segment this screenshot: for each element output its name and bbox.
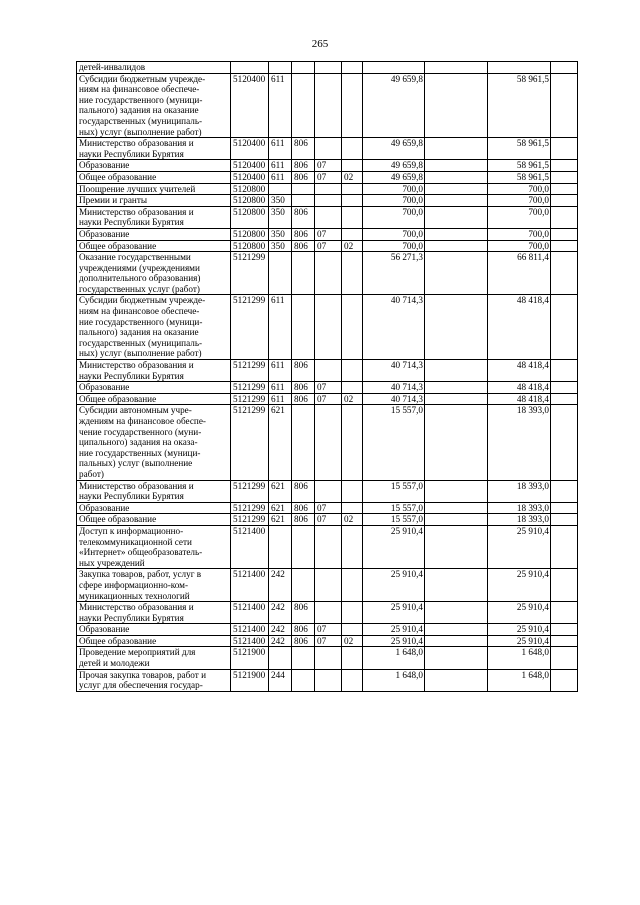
row-empty-cell (551, 183, 578, 195)
row-pr-cell (342, 669, 363, 691)
row-value-1-cell: 49 659,8 (363, 160, 425, 172)
row-code-cell: 5120400 (231, 138, 269, 160)
table-row (77, 183, 578, 195)
row-dept-cell: 806 (292, 480, 315, 502)
row-name-cell: Министерство образования и науки Республики Бурятия (77, 206, 231, 228)
row-code-cell: 5121299 (231, 360, 269, 382)
row-empty-cell (551, 635, 578, 647)
row-pr-cell: 02 (342, 393, 363, 405)
row-name-cell: Общее образование (77, 240, 231, 252)
row-code-cell: 5120800 (231, 206, 269, 228)
row-dept-cell (292, 405, 315, 480)
row-rz-cell: 07 (315, 160, 342, 172)
row-empty-cell (551, 480, 578, 502)
row-value-2-cell: 18 393,0 (488, 405, 551, 480)
row-rz-cell: 07 (315, 393, 342, 405)
row-rz-cell: 07 (315, 502, 342, 514)
row-vr-cell: 611 (269, 160, 292, 172)
row-code-cell: 5121900 (231, 647, 269, 669)
row-empty-cell (551, 514, 578, 526)
row-value-2-cell: 18 393,0 (488, 480, 551, 502)
row-rz-cell: 07 (315, 382, 342, 394)
row-dept-cell (292, 73, 315, 138)
row-vr-cell: 611 (269, 382, 292, 394)
row-value-1-cell: 49 659,8 (363, 138, 425, 160)
row-empty-cell (551, 195, 578, 207)
row-pr-cell (342, 228, 363, 240)
row-name-cell: Министерство образования и науки Республики Бурятия (77, 602, 231, 624)
row-name-cell: Закупка товаров, работ, услуг в сфере информационно-ком- муникационных технологий (77, 569, 231, 602)
row-dept-cell: 806 (292, 160, 315, 172)
table-row (77, 635, 578, 647)
row-empty-cell (425, 480, 488, 502)
row-vr-cell: 350 (269, 228, 292, 240)
row-rz-cell (315, 480, 342, 502)
row-rz-cell (315, 206, 342, 228)
row-empty-cell (551, 73, 578, 138)
row-empty-cell (551, 525, 578, 568)
row-dept-cell: 806 (292, 171, 315, 183)
row-pr-cell (342, 138, 363, 160)
row-vr-cell: 350 (269, 195, 292, 207)
row-value-1-cell (363, 62, 425, 74)
row-rz-cell: 07 (315, 228, 342, 240)
row-code-cell: 5121299 (231, 405, 269, 480)
row-value-2-cell: 25 910,4 (488, 569, 551, 602)
row-empty-cell (551, 624, 578, 636)
row-vr-cell (269, 62, 292, 74)
row-vr-cell: 242 (269, 602, 292, 624)
row-empty-cell (551, 240, 578, 252)
row-empty-cell (425, 635, 488, 647)
row-value-1-cell: 700,0 (363, 240, 425, 252)
row-value-2-cell: 700,0 (488, 228, 551, 240)
row-empty-cell (425, 252, 488, 295)
row-dept-cell: 806 (292, 382, 315, 394)
row-name-cell: Премии и гранты (77, 195, 231, 207)
row-pr-cell (342, 382, 363, 394)
table-row (77, 171, 578, 183)
row-empty-cell (551, 360, 578, 382)
row-name-cell: Субсидии бюджетным учрежде- ниям на финансовое обеспече- ние государственного (муници- пального) задания на оказание государственных (муниципаль- ных) услуг (выполнение работ) (77, 73, 231, 138)
row-empty-cell (425, 160, 488, 172)
row-value-2-cell: 25 910,4 (488, 525, 551, 568)
row-empty-cell (425, 171, 488, 183)
row-dept-cell (292, 647, 315, 669)
row-rz-cell (315, 602, 342, 624)
row-vr-cell: 242 (269, 624, 292, 636)
row-code-cell: 5120400 (231, 73, 269, 138)
row-value-1-cell: 1 648,0 (363, 669, 425, 691)
row-empty-cell (551, 138, 578, 160)
row-rz-cell (315, 569, 342, 602)
row-empty-cell (425, 195, 488, 207)
row-dept-cell: 806 (292, 228, 315, 240)
row-value-2-cell: 700,0 (488, 195, 551, 207)
table-row (77, 195, 578, 207)
row-rz-cell (315, 138, 342, 160)
row-vr-cell: 611 (269, 295, 292, 360)
row-vr-cell: 611 (269, 138, 292, 160)
row-code-cell: 5121400 (231, 525, 269, 568)
row-value-2-cell: 66 811,4 (488, 252, 551, 295)
row-value-1-cell: 40 714,3 (363, 393, 425, 405)
row-value-1-cell: 25 910,4 (363, 569, 425, 602)
row-empty-cell (551, 228, 578, 240)
table-row (77, 62, 578, 74)
row-code-cell: 5120800 (231, 240, 269, 252)
row-name-cell: Общее образование (77, 393, 231, 405)
row-rz-cell (315, 405, 342, 480)
row-value-2-cell: 58 961,5 (488, 73, 551, 138)
row-empty-cell (551, 393, 578, 405)
row-value-2-cell: 18 393,0 (488, 502, 551, 514)
row-vr-cell (269, 647, 292, 669)
row-dept-cell (292, 195, 315, 207)
table-row (77, 393, 578, 405)
row-rz-cell: 07 (315, 240, 342, 252)
row-name-cell: Образование (77, 160, 231, 172)
row-pr-cell: 02 (342, 635, 363, 647)
row-name-cell: Субсидии бюджетным учрежде- ниям на финансовое обеспече- ние государственного (муници- пального) задания на оказание государственных (муниципаль- ных) услуг (выполнение работ) (77, 295, 231, 360)
row-name-cell: Проведение мероприятий для детей и молодежи (77, 647, 231, 669)
row-code-cell: 5121299 (231, 252, 269, 295)
row-name-cell: Общее образование (77, 635, 231, 647)
row-pr-cell: 02 (342, 514, 363, 526)
row-name-cell: Прочая закупка товаров, работ и услуг для обеспечения государ- (77, 669, 231, 691)
budget-table (76, 61, 578, 692)
row-empty-cell (425, 228, 488, 240)
row-dept-cell: 806 (292, 602, 315, 624)
row-pr-cell (342, 295, 363, 360)
row-name-cell: Доступ к информационно- телекоммуникационной сети «Интернет» общеобразователь- ных учреждений (77, 525, 231, 568)
row-value-2-cell: 25 910,4 (488, 602, 551, 624)
row-code-cell: 5120400 (231, 160, 269, 172)
row-empty-cell (551, 602, 578, 624)
row-name-cell: Министерство образования и науки Республики Бурятия (77, 138, 231, 160)
row-pr-cell (342, 624, 363, 636)
row-value-2-cell: 700,0 (488, 240, 551, 252)
row-value-1-cell: 700,0 (363, 183, 425, 195)
row-value-2-cell: 700,0 (488, 183, 551, 195)
row-empty-cell (425, 502, 488, 514)
row-name-cell: Субсидии автономным учре- ждениям на финансовое обеспе- чение государственного (муни- ципального) задания на оказа- ние государственных (муници- пальных) услуг (выполнение работ) (77, 405, 231, 480)
row-empty-cell (425, 73, 488, 138)
row-pr-cell (342, 480, 363, 502)
row-empty-cell (425, 602, 488, 624)
table-row (77, 502, 578, 514)
row-empty-cell (425, 382, 488, 394)
row-value-2-cell: 1 648,0 (488, 669, 551, 691)
row-dept-cell: 806 (292, 502, 315, 514)
row-empty-cell (425, 525, 488, 568)
row-dept-cell: 806 (292, 514, 315, 526)
row-empty-cell (551, 647, 578, 669)
row-rz-cell (315, 195, 342, 207)
table-row (77, 480, 578, 502)
row-vr-cell: 621 (269, 502, 292, 514)
row-value-2-cell (488, 62, 551, 74)
row-dept-cell: 806 (292, 624, 315, 636)
row-empty-cell (551, 405, 578, 480)
row-dept-cell: 806 (292, 138, 315, 160)
row-pr-cell (342, 502, 363, 514)
table-row (77, 602, 578, 624)
table-row (77, 525, 578, 568)
table-row (77, 206, 578, 228)
row-dept-cell (292, 569, 315, 602)
row-empty-cell (551, 569, 578, 602)
row-empty-cell (551, 171, 578, 183)
row-code-cell (231, 62, 269, 74)
row-rz-cell (315, 647, 342, 669)
table-row (77, 647, 578, 669)
row-pr-cell (342, 62, 363, 74)
row-name-cell: Общее образование (77, 514, 231, 526)
row-empty-cell (551, 160, 578, 172)
row-dept-cell: 806 (292, 206, 315, 228)
row-value-2-cell: 48 418,4 (488, 382, 551, 394)
row-pr-cell (342, 647, 363, 669)
row-value-2-cell: 58 961,5 (488, 138, 551, 160)
row-rz-cell: 07 (315, 171, 342, 183)
row-value-1-cell: 49 659,8 (363, 73, 425, 138)
table-row (77, 160, 578, 172)
row-code-cell: 5121400 (231, 602, 269, 624)
row-rz-cell: 07 (315, 635, 342, 647)
row-code-cell: 5121400 (231, 569, 269, 602)
row-name-cell: Образование (77, 624, 231, 636)
row-empty-cell (425, 514, 488, 526)
row-vr-cell: 242 (269, 569, 292, 602)
row-name-cell: Образование (77, 228, 231, 240)
row-name-cell: Оказание государственными учреждениями (учреждениями дополнительного образования) государственных услуг (работ) (77, 252, 231, 295)
row-dept-cell (292, 183, 315, 195)
row-value-1-cell: 25 910,4 (363, 602, 425, 624)
row-name-cell: детей-инвалидов (77, 62, 231, 74)
row-code-cell: 5121299 (231, 502, 269, 514)
row-vr-cell: 611 (269, 171, 292, 183)
row-vr-cell: 621 (269, 405, 292, 480)
row-vr-cell: 242 (269, 635, 292, 647)
row-pr-cell (342, 73, 363, 138)
row-pr-cell (342, 183, 363, 195)
row-value-2-cell: 48 418,4 (488, 360, 551, 382)
row-pr-cell (342, 360, 363, 382)
row-value-2-cell: 18 393,0 (488, 514, 551, 526)
row-value-1-cell: 25 910,4 (363, 525, 425, 568)
row-rz-cell (315, 62, 342, 74)
row-name-cell: Общее образование (77, 171, 231, 183)
table-row (77, 295, 578, 360)
row-code-cell: 5120800 (231, 183, 269, 195)
row-empty-cell (425, 569, 488, 602)
row-value-1-cell: 15 557,0 (363, 502, 425, 514)
row-vr-cell (269, 525, 292, 568)
row-dept-cell (292, 62, 315, 74)
row-name-cell: Образование (77, 502, 231, 514)
row-empty-cell (425, 138, 488, 160)
row-pr-cell: 02 (342, 171, 363, 183)
row-value-1-cell: 40 714,3 (363, 382, 425, 394)
row-value-2-cell: 700,0 (488, 206, 551, 228)
row-empty-cell (425, 295, 488, 360)
table-row (77, 252, 578, 295)
row-value-1-cell: 15 557,0 (363, 480, 425, 502)
row-rz-cell (315, 252, 342, 295)
row-value-2-cell: 1 648,0 (488, 647, 551, 669)
row-empty-cell (551, 382, 578, 394)
row-value-2-cell: 58 961,5 (488, 160, 551, 172)
row-dept-cell: 806 (292, 240, 315, 252)
row-pr-cell (342, 405, 363, 480)
row-vr-cell (269, 183, 292, 195)
row-empty-cell (425, 240, 488, 252)
row-value-2-cell: 58 961,5 (488, 171, 551, 183)
row-empty-cell (425, 360, 488, 382)
row-pr-cell (342, 569, 363, 602)
row-dept-cell: 806 (292, 635, 315, 647)
row-dept-cell (292, 525, 315, 568)
row-rz-cell (315, 183, 342, 195)
row-value-1-cell: 700,0 (363, 206, 425, 228)
row-value-1-cell: 700,0 (363, 228, 425, 240)
table-row (77, 569, 578, 602)
budget-table-body (77, 62, 578, 692)
row-value-2-cell: 48 418,4 (488, 295, 551, 360)
row-code-cell: 5121400 (231, 635, 269, 647)
row-vr-cell: 621 (269, 480, 292, 502)
table-row (77, 360, 578, 382)
row-pr-cell (342, 602, 363, 624)
row-vr-cell: 350 (269, 206, 292, 228)
row-value-1-cell: 40 714,3 (363, 360, 425, 382)
row-code-cell: 5121900 (231, 669, 269, 691)
row-rz-cell: 07 (315, 624, 342, 636)
row-pr-cell (342, 160, 363, 172)
row-rz-cell (315, 73, 342, 138)
row-vr-cell: 611 (269, 393, 292, 405)
row-pr-cell (342, 195, 363, 207)
row-value-1-cell: 15 557,0 (363, 405, 425, 480)
row-rz-cell (315, 295, 342, 360)
row-dept-cell (292, 669, 315, 691)
row-rz-cell (315, 669, 342, 691)
row-pr-cell (342, 206, 363, 228)
row-dept-cell: 806 (292, 360, 315, 382)
row-empty-cell (425, 206, 488, 228)
row-empty-cell (551, 295, 578, 360)
table-row (77, 514, 578, 526)
table-row (77, 228, 578, 240)
row-vr-cell: 244 (269, 669, 292, 691)
row-value-1-cell: 25 910,4 (363, 635, 425, 647)
row-rz-cell: 07 (315, 514, 342, 526)
table-row (77, 240, 578, 252)
table-row (77, 382, 578, 394)
table-row (77, 405, 578, 480)
row-empty-cell (425, 669, 488, 691)
row-name-cell: Министерство образования и науки Республики Бурятия (77, 480, 231, 502)
row-empty-cell (551, 62, 578, 74)
row-code-cell: 5120400 (231, 171, 269, 183)
row-empty-cell (425, 62, 488, 74)
row-empty-cell (551, 669, 578, 691)
row-value-1-cell: 25 910,4 (363, 624, 425, 636)
row-value-2-cell: 25 910,4 (488, 635, 551, 647)
row-value-1-cell: 700,0 (363, 195, 425, 207)
row-code-cell: 5121299 (231, 393, 269, 405)
row-rz-cell (315, 360, 342, 382)
row-value-1-cell: 56 271,3 (363, 252, 425, 295)
table-row (77, 669, 578, 691)
row-empty-cell (425, 183, 488, 195)
row-dept-cell (292, 295, 315, 360)
row-dept-cell: 806 (292, 393, 315, 405)
row-empty-cell (551, 252, 578, 295)
table-row (77, 138, 578, 160)
row-name-cell: Министерство образования и науки Республики Бурятия (77, 360, 231, 382)
row-value-1-cell: 40 714,3 (363, 295, 425, 360)
row-empty-cell (551, 502, 578, 514)
row-pr-cell (342, 525, 363, 568)
row-code-cell: 5121299 (231, 382, 269, 394)
row-vr-cell (269, 252, 292, 295)
row-empty-cell (425, 647, 488, 669)
row-value-1-cell: 15 557,0 (363, 514, 425, 526)
table-row (77, 73, 578, 138)
row-pr-cell (342, 252, 363, 295)
row-value-1-cell: 1 648,0 (363, 647, 425, 669)
row-name-cell: Образование (77, 382, 231, 394)
row-code-cell: 5120800 (231, 228, 269, 240)
row-vr-cell: 611 (269, 360, 292, 382)
page-number: 265 (311, 38, 329, 50)
row-pr-cell: 02 (342, 240, 363, 252)
row-code-cell: 5121299 (231, 514, 269, 526)
row-name-cell: Поощрение лучших учителей (77, 183, 231, 195)
row-rz-cell (315, 525, 342, 568)
row-empty-cell (551, 206, 578, 228)
row-empty-cell (425, 393, 488, 405)
row-code-cell: 5121299 (231, 295, 269, 360)
row-dept-cell (292, 252, 315, 295)
row-value-1-cell: 49 659,8 (363, 171, 425, 183)
row-value-2-cell: 25 910,4 (488, 624, 551, 636)
table-row (77, 624, 578, 636)
row-empty-cell (425, 624, 488, 636)
row-vr-cell: 621 (269, 514, 292, 526)
row-empty-cell (425, 405, 488, 480)
row-code-cell: 5120800 (231, 195, 269, 207)
row-value-2-cell: 48 418,4 (488, 393, 551, 405)
row-vr-cell: 611 (269, 73, 292, 138)
row-code-cell: 5121400 (231, 624, 269, 636)
row-vr-cell: 350 (269, 240, 292, 252)
row-code-cell: 5121299 (231, 480, 269, 502)
